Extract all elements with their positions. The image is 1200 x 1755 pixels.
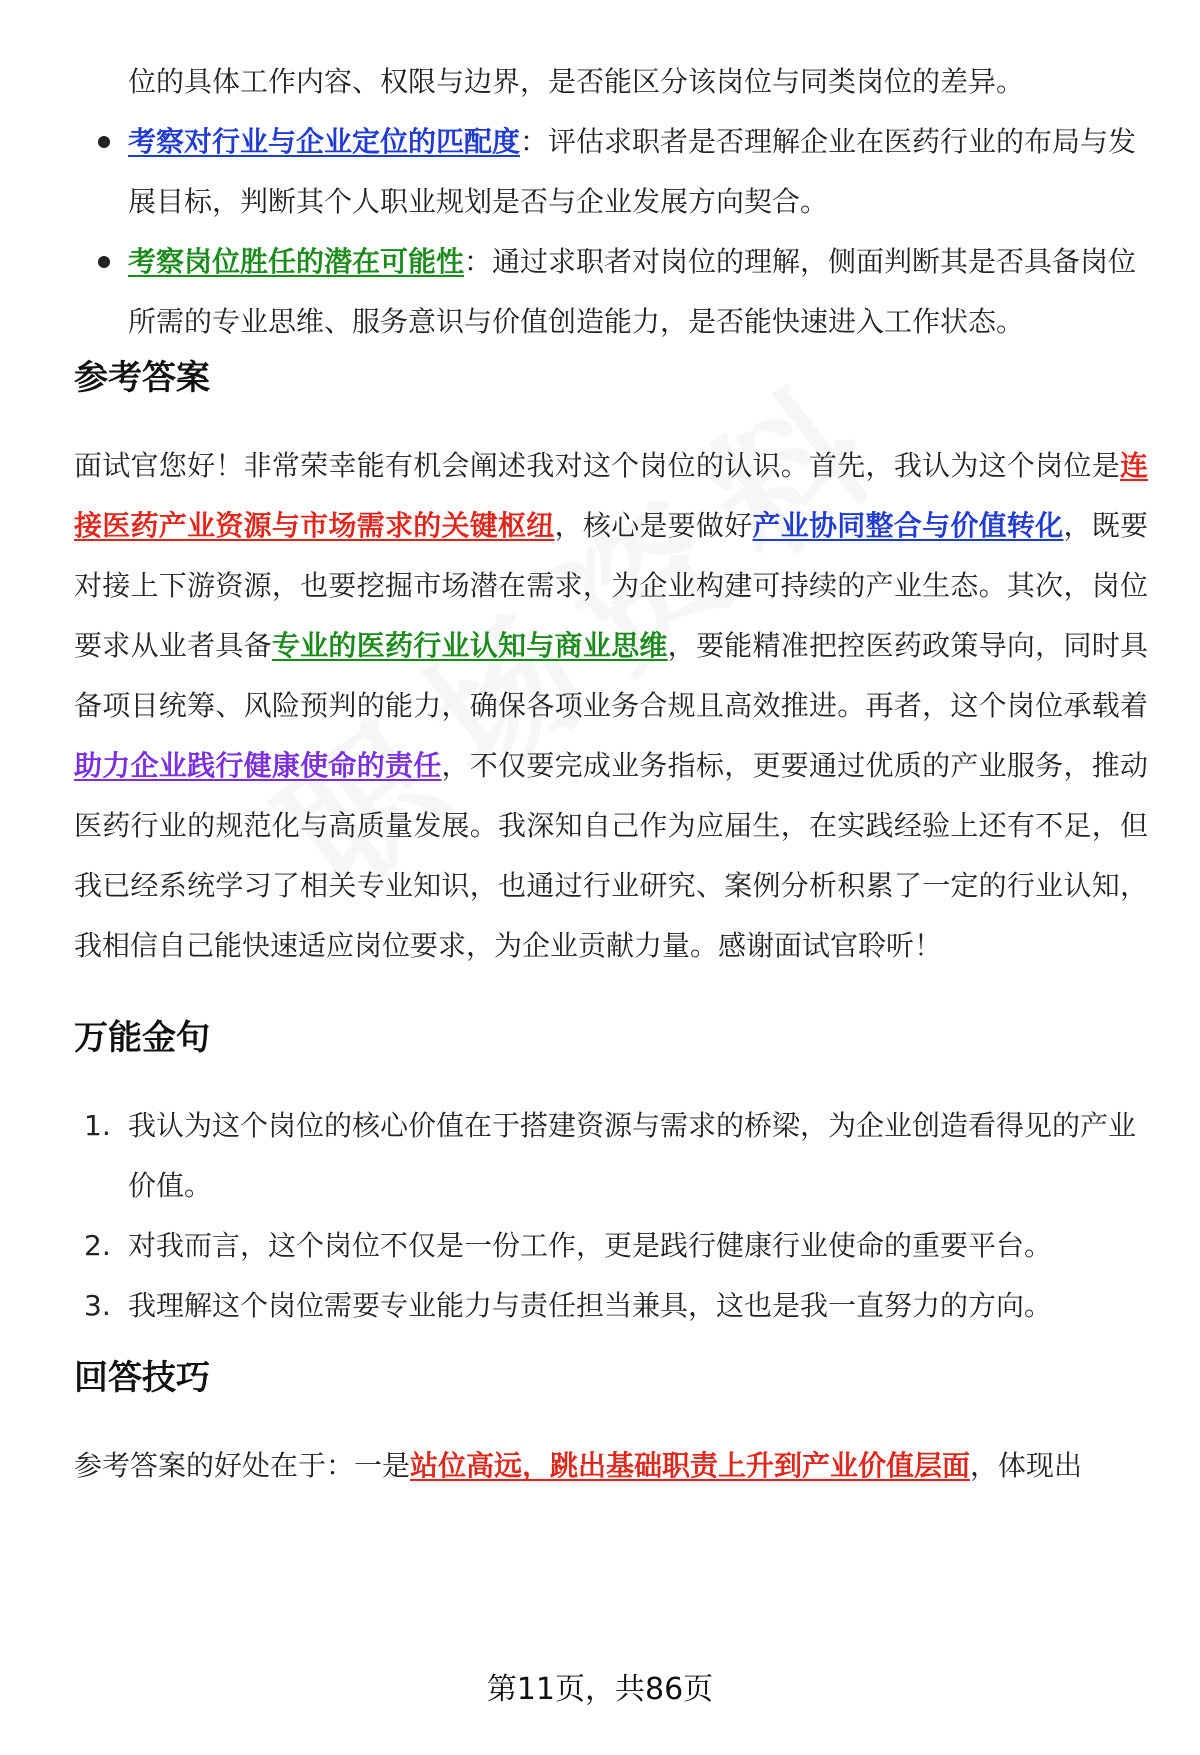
highlight-job-potential: 考察岗位胜任的潜在可能性	[128, 245, 465, 278]
item-number: 2.	[84, 1229, 111, 1262]
answer-text: ，既要对接上下游资源，也要挖掘市场潜在需求，为企业构建可持续的产业生态。其次，岗位要求从业者具备	[74, 509, 1148, 662]
answer-text: ，核心是要做好	[554, 509, 753, 542]
bullet-dot-icon	[98, 256, 110, 268]
list-item	[74, 1276, 1148, 1336]
golden-sentence-list	[74, 1096, 1148, 1336]
list-item	[74, 52, 1144, 112]
highlight-value-conversion: 产业协同整合与价值转化	[752, 509, 1064, 542]
item-text: 对我而言，这个岗位不仅是一份工作，更是践行健康行业使命的重要平台。	[128, 1229, 1053, 1262]
highlight-high-position: 站位高远，跳出基础职责上升到产业价值层面	[410, 1449, 971, 1482]
tips-text: 参考答案的好处在于：一是	[74, 1449, 411, 1482]
page-number-footer: 第11页，共86页	[486, 1672, 714, 1707]
highlight-business-thinking: 专业的医药行业认知与商业思维	[271, 629, 668, 662]
answer-text: 面试官您好！非常荣幸能有机会阐述我对这个岗位的认识。首先，我认为这个岗位是	[74, 449, 1120, 482]
bullet-dot-icon	[98, 136, 110, 148]
item-number: 1.	[84, 1109, 111, 1142]
highlight-industry-fit: 考察对行业与企业定位的匹配度	[128, 125, 521, 158]
list-item	[74, 1216, 1148, 1276]
list-item	[74, 232, 1144, 352]
answer-text: ，不仅要完成业务指标，更要通过优质的产业服务，推动医药行业的规范化与高质量发展。我深知自己作为应届生，在实践经验上还有不足，但我已经系统学习了相关专业知识，也通过行业研究、案例分析积累了一定的行业认知，我相信自己能快速适应岗位要求，为企业贡献力量。感谢面试官聆听！	[74, 749, 1148, 962]
section-title-tips: 回答技巧	[74, 1358, 210, 1398]
tips-paragraph	[74, 1436, 1148, 1496]
section-title-answer: 参考答案	[74, 358, 210, 398]
tips-text: ，体现出	[970, 1449, 1083, 1482]
criteria-bullet-list	[74, 52, 1144, 352]
item-text: 我认为这个岗位的核心价值在于搭建资源与需求的桥梁，为企业创造看得见的产业价值。	[128, 1109, 1137, 1202]
bullet-text: ：通过求职者对岗位的理解，侧面判断其是否具备岗位所需的专业思维、服务意识与价值创造能力，是否能快速进入工作状态。	[128, 245, 1137, 338]
answer-text: ，要能精准把控医药政策导向，同时具备项目统筹、风险预判的能力，确保各项业务合规且高效推进。再者，这个岗位承载着	[74, 629, 1148, 722]
highlight-key-hub: 连接医药产业资源与市场需求的关键枢纽	[74, 449, 1148, 542]
item-number: 3.	[84, 1289, 111, 1322]
bullet-text: ：评估求职者是否理解企业在医药行业的布局与发展目标，判断其个人职业规划是否与企业发展方向契合。	[128, 125, 1137, 218]
list-item	[74, 112, 1144, 232]
answer-paragraph	[74, 436, 1148, 976]
continuation-text: 位的具体工作内容、权限与边界，是否能区分该岗位与同类岗位的差异。	[128, 65, 1025, 98]
list-item	[74, 1096, 1148, 1216]
section-title-golden: 万能金句	[74, 1018, 210, 1058]
highlight-health-mission: 助力企业践行健康使命的责任	[74, 749, 442, 782]
item-text: 我理解这个岗位需要专业能力与责任担当兼具，这也是我一直努力的方向。	[128, 1289, 1053, 1322]
